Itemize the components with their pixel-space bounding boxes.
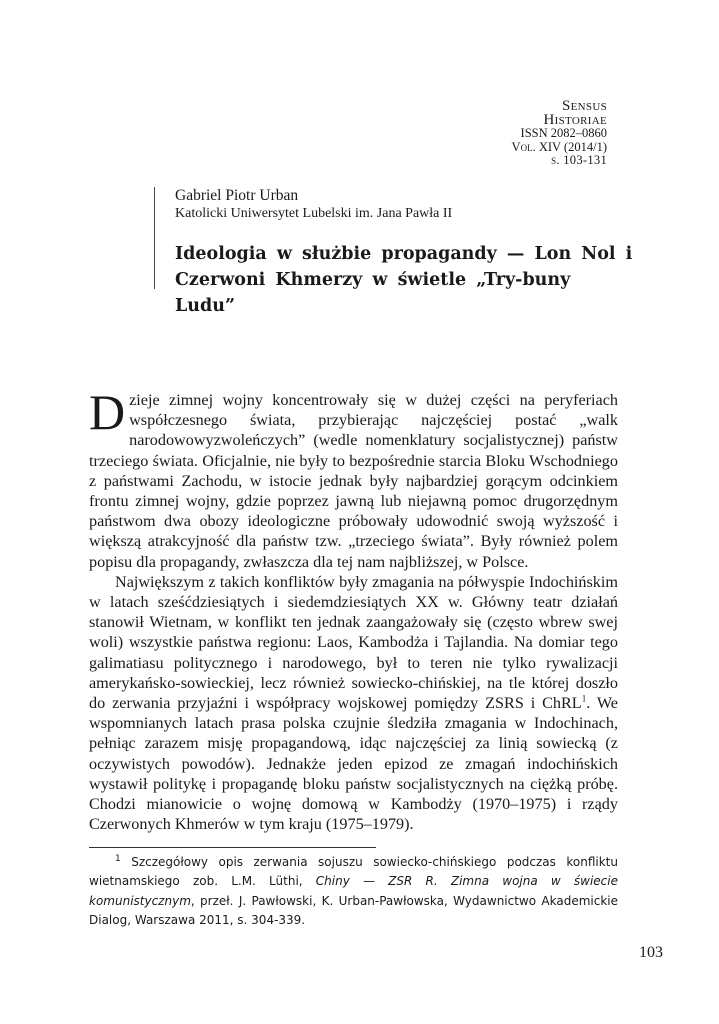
- footnote-number: 1: [115, 854, 121, 864]
- paragraph-1: [89, 384, 618, 572]
- drop-cap: D: [89, 384, 126, 440]
- issn: ISSN 2082–0860: [520, 126, 607, 140]
- footnote-cited-title: Chiny — ZSR R. Zimna wojna w świecie komunistycznym: [89, 874, 618, 908]
- journal-name-line2: Historiae: [543, 111, 607, 128]
- journal-masthead: [387, 100, 607, 168]
- author-affiliation: Katolicki Uniwersytet Lubelski im. Jana Pawła II: [175, 206, 453, 221]
- footnote: [89, 853, 618, 931]
- volume: Vol. XIV (2014/1): [511, 139, 607, 154]
- author-name: Gabriel Piotr Urban: [175, 187, 299, 204]
- article-title: Ideologia w służbie propagandy — Lon Nol i Czerwoni Khmerzy w świetle „Try-buny Ludu”: [175, 244, 633, 316]
- footnote-divider: [89, 847, 376, 848]
- footnote-text-a: Szczegółowy opis zerwania sojuszu sowiecko-chińskiego podczas konfliktu wietnamskiego zob. L.M. Lüthi,: [89, 855, 618, 889]
- article-header: [154, 187, 637, 316]
- page-number: 103: [639, 944, 663, 961]
- paragraph-2-text-a: Największym z takich konfliktów były zmagania na półwyspie Indochińskim w latach sześćdziesiątych i siedemdziesiątych XX w. Główny teatr działań stanowił Wietnam, w konflikt ten jednak zaangażowały się (często wbrew swej woli) wszystkie państwa regionu: Laos, Kambodża i Tajlandia. Na domiar tego galimatiasu politycznego i narodowego, był to teren nie tylko rywalizacji amerykańsko-sowieckiej, lecz również sowiecko-chińskiej, na tle której doszło do zerwania przyjaźni i współpracy wojskowej pomiędzy ZSRS i ChRL: [89, 572, 618, 713]
- article-body: [89, 384, 618, 834]
- paragraph-1-text: zieje zimnej wojny koncentrowały się w dużej części na peryferiach współczesnego świata, przybierając najczęściej postać „walk narodowowyzwoleńczych” (wedle nomenklatury socjalistycznej) państw trzeciego świata. Oficjalnie, nie były to bezpośrednie starcia Bloku Wschodniego z państwami Zachodu, w istocie jednak były najbardziej gorącym odcinkiem frontu zimnej wojny, gdzie poprzez jawną lub niejawną pomoc drugorzędnym państwom dwa obozy ideologiczne próbowały udowodnić swoją wyższość i większą atrakcyjność dla państw tzw. „trzeciego świata”. Były również polem popisu dla propagandy, zwłaszcza dla tej nam najbliższej, w Polsce.: [89, 391, 618, 571]
- paragraph-2: [89, 572, 618, 835]
- footnote-text-b: , przeł. J. Pawłowski, K. Urban-Pawłowska, Wydawnictwo Akademickie Dialog, Warszawa 2011, s. 304-339.: [89, 893, 618, 928]
- page-range: s. 103-131: [551, 153, 607, 168]
- paragraph-2-text-b: . We wspomnianych latach prasa polska czujnie śledziła zmagania w Indochinach, pełniąc zarazem misję propagandową, idąc najczęściej za linią sowiecką (z oczywistych powodów). Jednakże jeden epizod ze zmagań indochińskich wystawił politykę i propagandę bloku państw socjalistycznych na ciężką próbę. Chodzi mianowicie o wojnę domową w Kambodży (1970–1975) i rządy Czerwonych Khmerów w tym kraju (1975–1979).: [89, 694, 618, 834]
- journal-name-line1: Sensus: [562, 98, 607, 114]
- footnote-1: [89, 853, 618, 931]
- footnote-reference[interactable]: 1: [581, 693, 587, 704]
